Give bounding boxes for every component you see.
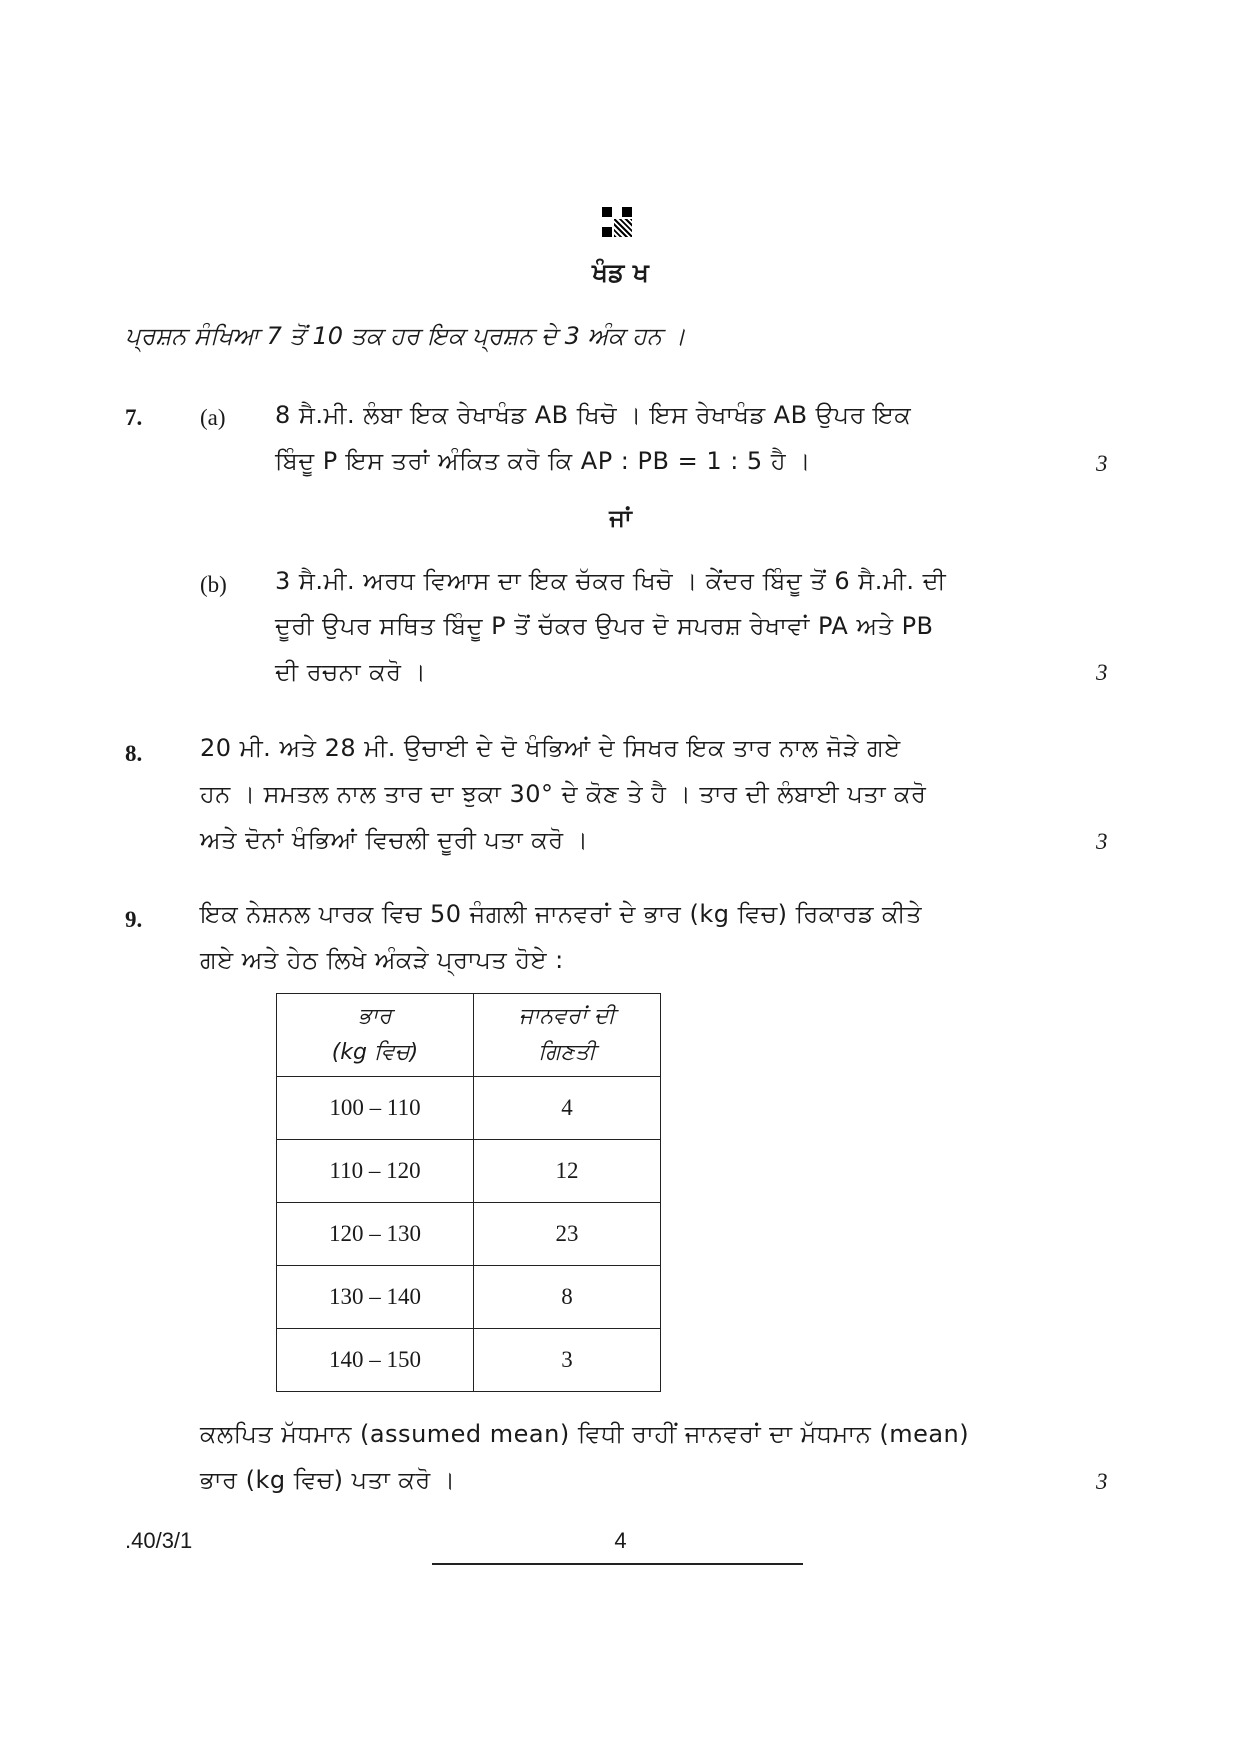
question-8-number: 8. [125,741,143,766]
question-8-marks: 3 [1096,829,1108,854]
question-7a-line-2: ਬਿੰਦੂ P ਇਸ ਤਰਾਂ ਅੰਕਿਤ ਕਰੋ ਕਿ AP : PB = 1 : 5 ਹੈ । [275,447,811,475]
question-9-line-1: ਇਕ ਨੇਸ਼ਨਲ ਪਾਰਕ ਵਿਚ 50 ਜੰਗਲੀ ਜਾਨਵਰਾਂ ਦੇ ਭਾਰ (kg ਵਿਚ) ਰਿਕਾਰਡ ਕੀਤੇ [200,900,922,928]
question-7b-marks: 3 [1096,660,1108,685]
weight-range-cell: 100 – 110 [277,1077,474,1140]
table-row [277,1329,661,1392]
animal-count-cell: 23 [474,1203,661,1266]
question-7a-marks: 3 [1096,451,1108,476]
table-header-row [277,994,661,1077]
count-header-line-1: ਜਾਨਵਰਾਂ ਦੀ [518,1004,616,1029]
animal-count-cell: 4 [474,1077,661,1140]
qr-code-icon [602,207,632,237]
table-row [277,1266,661,1329]
question-7b-line-1: 3 ਸੈ.ਮੀ. ਅਰਧ ਵਿਆਸ ਦਾ ਇਕ ਚੱਕਰ ਖਿਚੋ । ਕੇਂਦਰ ਬਿੰਦੂ ਤੋਂ 6 ਸੈ.ਮੀ. ਦੀ [275,567,947,595]
animal-count-cell: 12 [474,1140,661,1203]
weight-range-cell: 110 – 120 [277,1140,474,1203]
question-7-number: 7. [125,405,143,430]
weight-header-line-1: ਭਾਰ [358,1004,392,1029]
question-7b-line-3: ਦੀ ਰਚਨਾ ਕਰੋ । [275,658,427,686]
table-row [277,1203,661,1266]
animal-count-cell: 3 [474,1329,661,1392]
question-7a-line-1: 8 ਸੈ.ਮੀ. ਲੰਬਾ ਇਕ ਰੇਖਾਖੰਡ AB ਖਿਚੋ । ਇਸ ਰੇਖਾਖੰਡ AB ਉਪਰ ਇਕ [275,401,912,429]
question-9-number: 9. [125,907,143,932]
paper-code: .40/3/1 [125,1528,193,1553]
question-7a-label: (a) [200,405,226,430]
weight-range-cell: 120 – 130 [277,1203,474,1266]
count-header-line-2: ਗਿਣਤੀ [538,1040,596,1065]
page-number: 4 [614,1528,627,1553]
weight-range-cell: 130 – 140 [277,1266,474,1329]
weight-frequency-table [276,993,661,1392]
count-column-header [474,994,661,1077]
animal-count-cell: 8 [474,1266,661,1329]
question-9-after-line-1: ਕਲਪਿਤ ਮੱਧਮਾਨ (assumed mean) ਵਿਧੀ ਰਾਹੀਂ ਜਾਨਵਰਾਂ ਦਾ ਮੱਧਮਾਨ (mean) [200,1420,970,1448]
question-8-line-2: ਹਨ । ਸਮਤਲ ਨਾਲ ਤਾਰ ਦਾ ਝੁਕਾ 30° ਦੇ ਕੋਣ ਤੇ ਹੈ । ਤਾਰ ਦੀ ਲੰਬਾਈ ਪਤਾ ਕਰੋ [200,780,927,808]
weight-range-cell: 140 – 150 [277,1329,474,1392]
weight-header-line-2: (kg ਵਿਚ) [331,1040,419,1065]
or-separator: ਜਾਂ [609,504,632,532]
page-number-underline [432,1563,803,1565]
question-8-line-3: ਅਤੇ ਦੋਨਾਂ ਖੰਭਿਆਂ ਵਿਚਲੀ ਦੂਰੀ ਪਤਾ ਕਰੋ । [200,826,589,854]
question-9-after-line-2: ਭਾਰ (kg ਵਿਚ) ਪਤਾ ਕਰੋ । [200,1466,456,1494]
section-title: ਖੰਡ ਖ [592,258,649,287]
table-row [277,1077,661,1140]
instructions: ਪ੍ਰਸ਼ਨ ਸੰਖਿਆ 7 ਤੋਂ 10 ਤਕ ਹਰ ਇਕ ਪ੍ਰਸ਼ਨ ਦੇ 3 ਅੰਕ ਹਨ । [125,322,686,350]
weight-column-header [277,994,474,1077]
question-7b-label: (b) [200,572,227,597]
question-8-line-1: 20 ਮੀ. ਅਤੇ 28 ਮੀ. ਉਚਾਈ ਦੇ ਦੋ ਖੰਭਿਆਂ ਦੇ ਸਿਖਰ ਇਕ ਤਾਰ ਨਾਲ ਜੋੜੇ ਗਏ [200,734,901,762]
question-9-line-2: ਗਏ ਅਤੇ ਹੇਠ ਲਿਖੇ ਅੰਕੜੇ ਪ੍ਰਾਪਤ ਹੋਏ : [200,946,564,974]
question-9-marks: 3 [1096,1469,1108,1494]
table-row [277,1140,661,1203]
question-7b-line-2: ਦੂਰੀ ਉਪਰ ਸਥਿਤ ਬਿੰਦੂ P ਤੋਂ ਚੱਕਰ ਉਪਰ ਦੋ ਸਪਰਸ਼ ਰੇਖਾਵਾਂ PA ਅਤੇ PB [275,612,934,640]
